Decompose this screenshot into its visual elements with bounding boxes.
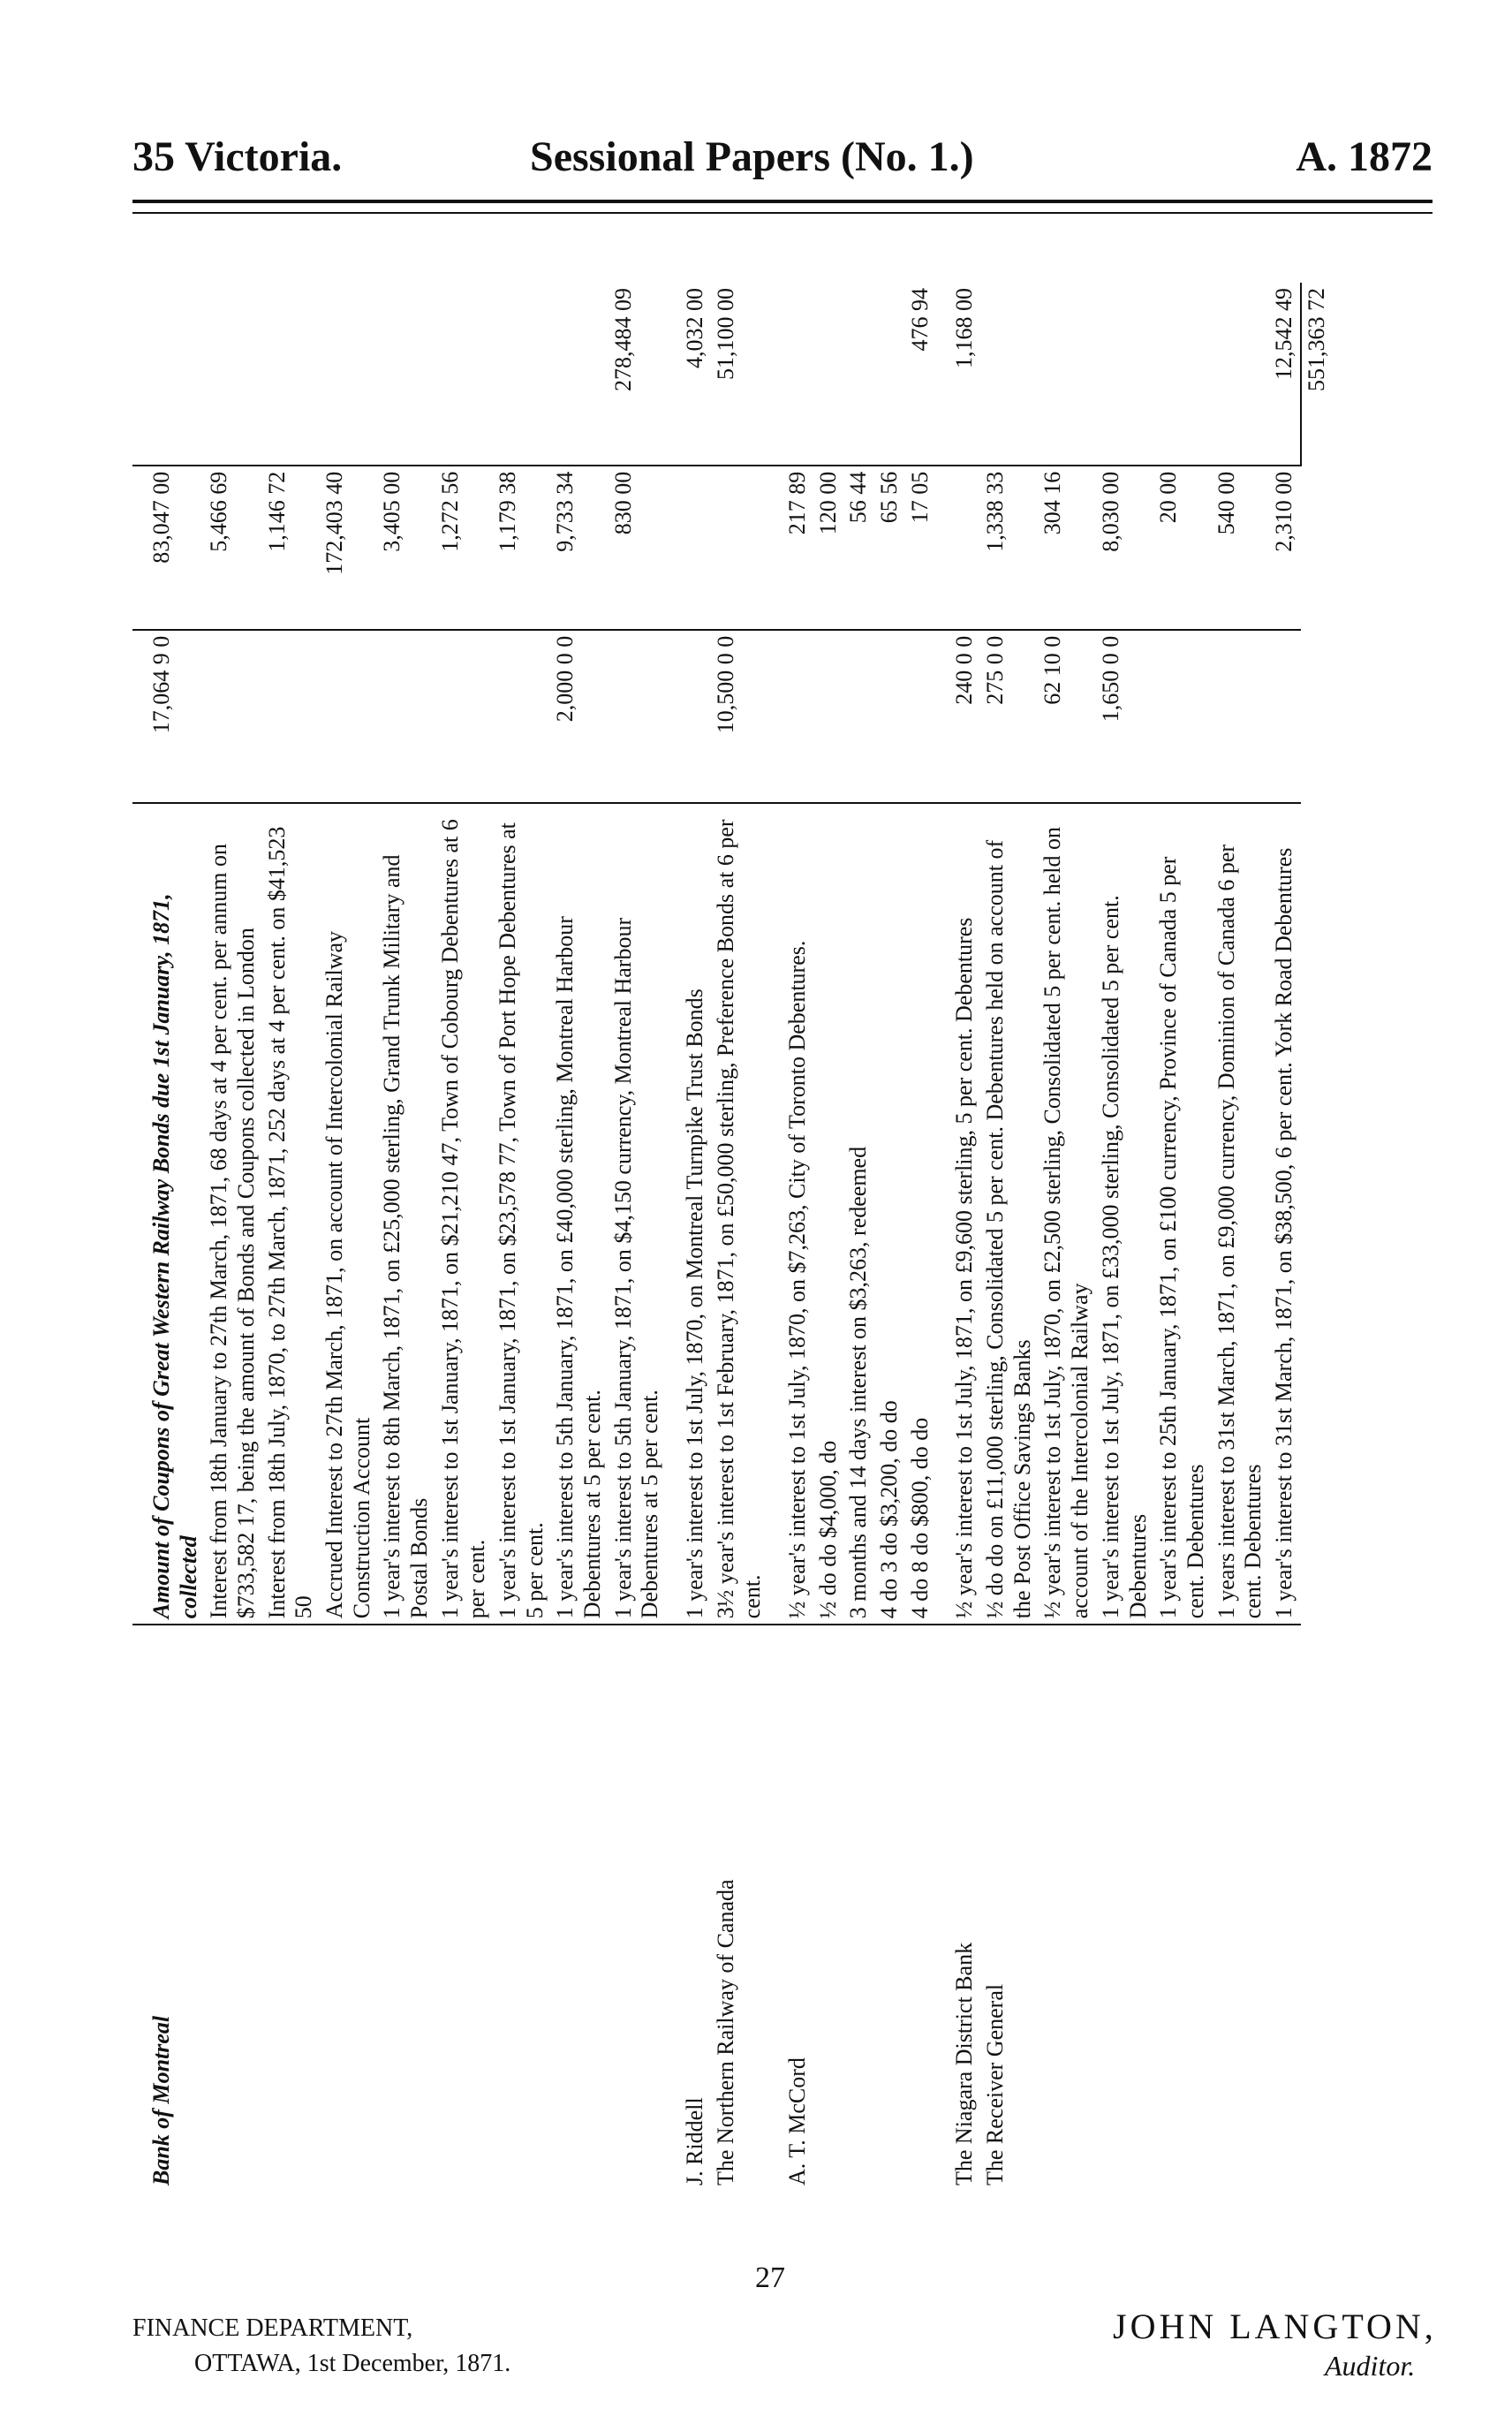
grand-total-row [1301,283,1333,2191]
description-cell: Interest from 18th January to 27th March, 1871, 68 days at 4 per cent. per annum on $733,582 17, being the amount of Bonds and Coupons collected in London [204,803,261,1625]
name-cell: The Niagara District Bank [935,1625,980,2191]
name-cell [1269,1625,1301,2191]
amount-cell: 540 00 [1212,466,1269,630]
table-row [1212,283,1269,2191]
name-cell: The Receiver General [980,1625,1038,2191]
sterling-cell [493,630,550,803]
amount-cell: 9,733 34 [550,466,608,630]
total-cell [493,283,550,466]
name-cell: J. Riddell [666,1625,711,2191]
sterling-cell [377,630,435,803]
total-cell [813,283,844,466]
description-cell: Amount of Coupons of Great Western Railway Bonds due 1st January, 1871, collected [132,803,204,1625]
description-cell: 1 year's interest to 1st July, 1871, on £33,000 sterling, Consolidated 5 per cent. Debentures [1096,803,1153,1625]
name-cell: The Northern Railway of Canada [711,1625,768,2191]
amount-cell: 56 44 [843,466,874,630]
header-rule [132,200,1433,203]
name-cell: Bank of Montreal [132,1625,204,2191]
name-cell [1038,1625,1095,2191]
sterling-cell: 10,500 0 0 [711,630,768,803]
amount-cell: 1,272 56 [435,466,493,630]
auditor-title: Auditor. [1325,2350,1416,2382]
total-cell [320,283,377,466]
total-cell: 4,032 00 [682,288,708,368]
table-row [666,283,711,2191]
header-rule-2 [132,212,1433,214]
table-row [204,283,261,2191]
total-cell: 476 94 [906,288,933,352]
header-center: Sessional Papers (No. 1.) [530,133,974,180]
description-cell: ½ do do $4,000, do [813,803,844,1625]
sterling-cell [843,630,874,803]
table-row [711,283,768,2191]
sterling-cell [905,630,936,803]
sterling-cell [1212,630,1269,803]
amount-cell: 120 00 [813,466,844,630]
place-date: OTTAWA, 1st December, 1871. [194,2350,511,2377]
description-cell: 1 year's interest to 1st January, 1871, on $21,210 47, Town of Cobourg Debentures at 6 per cent. [435,803,493,1625]
amount-cell: 304 16 [1038,466,1095,630]
total-cell [1038,283,1095,466]
total-cell [1212,283,1269,466]
amount-cell: 830 00 [609,466,666,630]
table-row [550,283,608,2191]
description-cell: 1 year's interest to 31st March, 1871, on $38,500, 6 per cent. York Road Debentures [1269,803,1301,1625]
name-cell [204,1625,261,2191]
amount-cell: 2,310 00 [1269,466,1301,630]
description-cell: ½ year's interest to 1st July, 1870, on £2,500 sterling, Consolidated 5 per cent. held on account of the Intercolonial Railway [1038,803,1095,1625]
table-row [609,283,666,2191]
name-cell [813,1625,844,2191]
table-row [980,283,1038,2191]
amount-cell: 83,047 00 [132,466,204,630]
name-cell [1212,1625,1269,2191]
amount-cell: 65 56 [874,466,905,630]
table-row [493,283,550,2191]
table-row [132,283,204,2191]
name-cell [550,1625,608,2191]
table-row [320,283,377,2191]
name-cell [1096,1625,1153,2191]
name-cell [493,1625,550,2191]
table-row [768,283,813,2191]
amount-cell: 8,030 00 [1096,466,1153,630]
sterling-cell [609,630,666,803]
table-row [905,283,936,2191]
header-right: A. 1872 [1296,133,1433,180]
description-cell: 4 do 8 do $800, do do [905,803,936,1625]
name-cell [377,1625,435,2191]
sterling-cell [320,630,377,803]
description-cell: Accrued Interest to 27th March, 1871, on account of Intercolonial Railway Construction Account [320,803,377,1625]
sterling-cell [435,630,493,803]
table-row [843,283,874,2191]
table-row [1096,283,1153,2191]
amount-cell: 172,403 40 [320,466,377,630]
total-cell [435,283,493,466]
name-cell [262,1625,320,2191]
sterling-cell: 275 0 0 [980,630,1038,803]
sterling-cell [813,630,844,803]
description-cell: 1 year's interest to 1st July, 1870, on Montreal Turnpike Trust Bonds [666,803,711,1625]
name-cell: A. T. McCord [768,1625,813,2191]
table-row [377,283,435,2191]
description-cell: ½ do do on £11,000 sterling, Consolidated 5 per cent. Debentures held on account of the Post Office Savings Banks [980,803,1038,1625]
interest-table [132,283,1332,2191]
table-row [813,283,844,2191]
total-cell [132,283,204,466]
total-cell [262,283,320,466]
name-cell [1153,1625,1211,2191]
table-row [1038,283,1095,2191]
table-row [874,283,905,2191]
description-cell: 1 year's interest to 5th January, 1871, on $4,150 currency, Montreal Harbour Debentures at 5 per cent. [609,803,666,1625]
description-cell: ½ year's interest to 1st July, 1871, on £9,600 sterling, 5 per cent. Debentures [935,803,980,1625]
description-cell: 1 year's interest to 1st January, 1871, on $23,578 77, Town of Port Hope Debentures at 5 per cent. [493,803,550,1625]
finance-department: FINANCE DEPARTMENT, [132,2314,413,2342]
sterling-cell [262,630,320,803]
description-cell: 1 year's interest to 5th January, 1871, on £40,000 sterling, Montreal Harbour Debentures at 5 per cent. [550,803,608,1625]
total-cell [874,283,905,466]
table-row [435,283,493,2191]
name-cell [874,1625,905,2191]
total-cell [550,283,608,466]
sterling-cell: 17,064 9 0 [132,630,204,803]
page-number: 27 [755,2261,785,2294]
amount-cell: 5,466 69 [204,466,261,630]
description-cell: 3½ year's interest to 1st February, 1871, on £50,000 sterling, Preference Bonds at 6 per cent. [711,803,768,1625]
sterling-cell [1153,630,1211,803]
total-cell [204,283,261,466]
name-cell [843,1625,874,2191]
name-cell [609,1625,666,2191]
description-cell: Interest from 18th July, 1870, to 27th March, 1871, 252 days at 4 per cent. on $41,523 50 [262,803,320,1625]
sterling-cell [768,630,813,803]
total-cell [980,283,1038,466]
sterling-cell [204,630,261,803]
sterling-cell: 1,650 0 0 [1096,630,1153,803]
sterling-cell [874,630,905,803]
sterling-cell [1269,630,1301,803]
amount-cell: 17 05 [905,466,936,630]
total-cell [768,283,813,466]
sterling-cell: 240 0 0 [935,630,980,803]
grand-total: 551,363 72 [1301,283,1333,466]
sterling-cell: 2,000 0 0 [550,630,608,803]
table-row [1269,283,1301,2191]
description-cell: 4 do 3 do $3,200, do do [874,803,905,1625]
amount-cell: 20 00 [1153,466,1211,630]
amount-cell [935,466,980,630]
amount-cell [711,466,768,630]
header-left: 35 Victoria. [132,133,343,180]
rotated-table-panel [132,283,1329,2191]
amount-cell: 217 89 [768,466,813,630]
amount-cell [666,466,711,630]
amount-cell: 3,405 00 [377,466,435,630]
table-row [262,283,320,2191]
signature: JOHN LANGTON, [1113,2307,1437,2346]
total-cell: 12,542 49 [1270,288,1297,380]
total-cell [1153,283,1211,466]
sterling-cell: 62 10 0 [1038,630,1095,803]
description-cell: 1 year's interest to 8th March, 1871, on £25,000 sterling, Grand Trunk Military and Postal Bonds [377,803,435,1625]
total-cell: 1,168 00 [951,288,978,368]
total-cell [843,283,874,466]
total-cell [377,283,435,466]
amount-cell: 1,179 38 [493,466,550,630]
total-cell [1096,283,1153,466]
amount-cell: 1,338 33 [980,466,1038,630]
description-cell: 1 years interest to 31st March, 1871, on £9,000 currency, Dominion of Canada 6 per cent. Debentures [1212,803,1269,1625]
amount-cell: 1,146 72 [262,466,320,630]
name-cell [435,1625,493,2191]
name-cell [320,1625,377,2191]
description-cell: ½ year's interest to 1st July, 1870, on $7,263, City of Toronto Debentures. [768,803,813,1625]
table-row [935,283,980,2191]
description-cell: 1 year's interest to 25th January, 1871, on £100 currency, Province of Canada 5 per cent. Debentures [1153,803,1211,1625]
total-cell: 51,100 00 [712,288,738,380]
total-cell: 278,484 09 [609,288,636,391]
description-cell: 3 months and 14 days interest on $3,263, redeemed [843,803,874,1625]
table-row [1153,283,1211,2191]
name-cell [905,1625,936,2191]
sterling-cell [666,630,711,803]
